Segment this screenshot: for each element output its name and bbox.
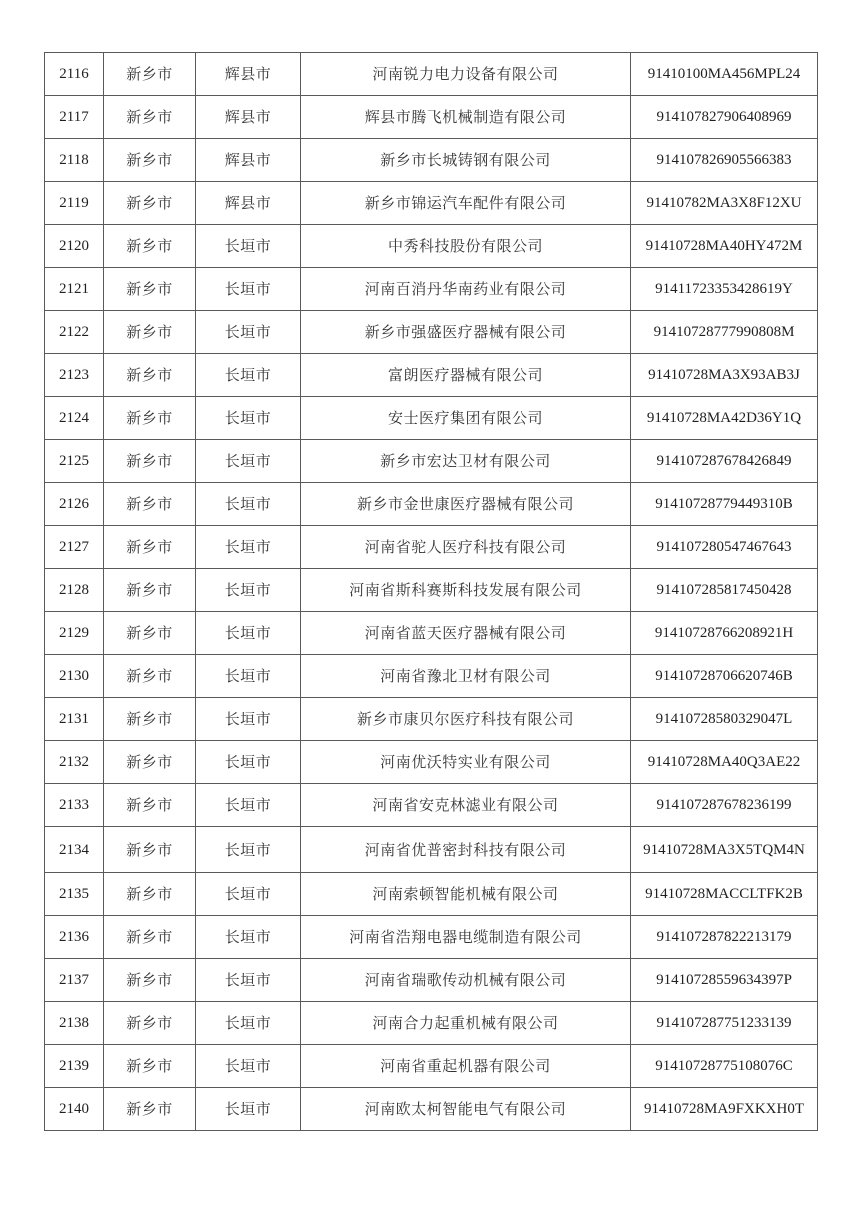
- table-row: [45, 268, 818, 311]
- cell-credit-code: 91410728706620746B: [631, 655, 818, 698]
- table-row: [45, 873, 818, 916]
- cell-company-name: 河南合力起重机械有限公司: [301, 1002, 631, 1045]
- table-row: [45, 959, 818, 1002]
- cell-county: 长垣市: [196, 354, 301, 397]
- cell-company-name: 河南省驼人医疗科技有限公司: [301, 526, 631, 569]
- cell-credit-code: 91410728MA3X93AB3J: [631, 354, 818, 397]
- cell-company-name: 河南省优普密封科技有限公司: [301, 827, 631, 873]
- cell-company-name: 新乡市金世康医疗器械有限公司: [301, 483, 631, 526]
- cell-county: 长垣市: [196, 916, 301, 959]
- cell-serial-number: 2116: [45, 53, 104, 96]
- cell-city: 新乡市: [104, 53, 196, 96]
- cell-city: 新乡市: [104, 873, 196, 916]
- cell-company-name: 河南省瑞歌传动机械有限公司: [301, 959, 631, 1002]
- cell-serial-number: 2121: [45, 268, 104, 311]
- cell-city: 新乡市: [104, 827, 196, 873]
- cell-county: 辉县市: [196, 139, 301, 182]
- cell-serial-number: 2129: [45, 612, 104, 655]
- cell-credit-code: 91411723353428619Y: [631, 268, 818, 311]
- cell-county: 长垣市: [196, 655, 301, 698]
- cell-county: 长垣市: [196, 1045, 301, 1088]
- cell-city: 新乡市: [104, 182, 196, 225]
- cell-county: 长垣市: [196, 397, 301, 440]
- cell-serial-number: 2132: [45, 741, 104, 784]
- cell-credit-code: 91410728MA40Q3AE22: [631, 741, 818, 784]
- cell-company-name: 新乡市康贝尔医疗科技有限公司: [301, 698, 631, 741]
- cell-city: 新乡市: [104, 655, 196, 698]
- cell-credit-code: 914107826905566383: [631, 139, 818, 182]
- table-row: [45, 483, 818, 526]
- cell-company-name: 新乡市锦运汽车配件有限公司: [301, 182, 631, 225]
- cell-county: 长垣市: [196, 440, 301, 483]
- table-row: [45, 1088, 818, 1131]
- cell-serial-number: 2126: [45, 483, 104, 526]
- cell-credit-code: 91410728MA42D36Y1Q: [631, 397, 818, 440]
- cell-credit-code: 914107280547467643: [631, 526, 818, 569]
- cell-county: 长垣市: [196, 959, 301, 1002]
- cell-credit-code: 914107285817450428: [631, 569, 818, 612]
- cell-credit-code: 91410728MACCLTFK2B: [631, 873, 818, 916]
- cell-serial-number: 2137: [45, 959, 104, 1002]
- cell-credit-code: 91410728MA9FXKXH0T: [631, 1088, 818, 1131]
- cell-serial-number: 2138: [45, 1002, 104, 1045]
- table-row: [45, 741, 818, 784]
- table-row: [45, 784, 818, 827]
- cell-county: 长垣市: [196, 1002, 301, 1045]
- cell-serial-number: 2139: [45, 1045, 104, 1088]
- cell-company-name: 河南优沃特实业有限公司: [301, 741, 631, 784]
- cell-city: 新乡市: [104, 225, 196, 268]
- cell-county: 长垣市: [196, 741, 301, 784]
- cell-credit-code: 91410728777990808M: [631, 311, 818, 354]
- cell-city: 新乡市: [104, 440, 196, 483]
- cell-company-name: 新乡市长城铸钢有限公司: [301, 139, 631, 182]
- cell-city: 新乡市: [104, 96, 196, 139]
- cell-company-name: 中秀科技股份有限公司: [301, 225, 631, 268]
- cell-city: 新乡市: [104, 784, 196, 827]
- table-row: [45, 354, 818, 397]
- cell-county: 长垣市: [196, 569, 301, 612]
- cell-serial-number: 2133: [45, 784, 104, 827]
- cell-serial-number: 2127: [45, 526, 104, 569]
- cell-company-name: 河南锐力电力设备有限公司: [301, 53, 631, 96]
- cell-credit-code: 914107287678426849: [631, 440, 818, 483]
- cell-city: 新乡市: [104, 916, 196, 959]
- cell-company-name: 河南索顿智能机械有限公司: [301, 873, 631, 916]
- cell-credit-code: 91410100MA456MPL24: [631, 53, 818, 96]
- table-body: [45, 53, 818, 1131]
- cell-city: 新乡市: [104, 268, 196, 311]
- table-row: [45, 655, 818, 698]
- table-row: [45, 96, 818, 139]
- cell-serial-number: 2118: [45, 139, 104, 182]
- cell-city: 新乡市: [104, 1002, 196, 1045]
- cell-county: 辉县市: [196, 182, 301, 225]
- table-row: [45, 1045, 818, 1088]
- cell-company-name: 河南省蓝天医疗器械有限公司: [301, 612, 631, 655]
- table-row: [45, 397, 818, 440]
- cell-city: 新乡市: [104, 1088, 196, 1131]
- cell-credit-code: 91410728MA3X5TQM4N: [631, 827, 818, 873]
- cell-credit-code: 91410728779449310B: [631, 483, 818, 526]
- cell-county: 长垣市: [196, 612, 301, 655]
- cell-city: 新乡市: [104, 741, 196, 784]
- table-row: [45, 182, 818, 225]
- cell-county: 辉县市: [196, 96, 301, 139]
- cell-credit-code: 91410728775108076C: [631, 1045, 818, 1088]
- table-row: [45, 311, 818, 354]
- cell-company-name: 辉县市腾飞机械制造有限公司: [301, 96, 631, 139]
- cell-county: 长垣市: [196, 784, 301, 827]
- cell-city: 新乡市: [104, 569, 196, 612]
- cell-serial-number: 2128: [45, 569, 104, 612]
- cell-city: 新乡市: [104, 397, 196, 440]
- cell-city: 新乡市: [104, 311, 196, 354]
- cell-serial-number: 2134: [45, 827, 104, 873]
- cell-company-name: 河南省斯科赛斯科技发展有限公司: [301, 569, 631, 612]
- cell-serial-number: 2130: [45, 655, 104, 698]
- cell-company-name: 富朗医疗器械有限公司: [301, 354, 631, 397]
- cell-company-name: 新乡市宏达卫材有限公司: [301, 440, 631, 483]
- cell-city: 新乡市: [104, 698, 196, 741]
- cell-serial-number: 2120: [45, 225, 104, 268]
- cell-city: 新乡市: [104, 526, 196, 569]
- cell-city: 新乡市: [104, 612, 196, 655]
- cell-credit-code: 91410728559634397P: [631, 959, 818, 1002]
- cell-county: 长垣市: [196, 483, 301, 526]
- cell-county: 长垣市: [196, 1088, 301, 1131]
- cell-serial-number: 2123: [45, 354, 104, 397]
- cell-company-name: 安士医疗集团有限公司: [301, 397, 631, 440]
- cell-county: 长垣市: [196, 827, 301, 873]
- cell-county: 长垣市: [196, 311, 301, 354]
- cell-company-name: 河南省浩翔电器电缆制造有限公司: [301, 916, 631, 959]
- table-row: [45, 1002, 818, 1045]
- cell-company-name: 新乡市强盛医疗器械有限公司: [301, 311, 631, 354]
- cell-city: 新乡市: [104, 354, 196, 397]
- cell-county: 长垣市: [196, 873, 301, 916]
- cell-county: 辉县市: [196, 53, 301, 96]
- cell-city: 新乡市: [104, 1045, 196, 1088]
- cell-serial-number: 2131: [45, 698, 104, 741]
- table-row: [45, 916, 818, 959]
- cell-serial-number: 2136: [45, 916, 104, 959]
- cell-company-name: 河南省安克林滤业有限公司: [301, 784, 631, 827]
- cell-serial-number: 2122: [45, 311, 104, 354]
- cell-county: 长垣市: [196, 268, 301, 311]
- cell-credit-code: 91410728766208921H: [631, 612, 818, 655]
- cell-credit-code: 914107287751233139: [631, 1002, 818, 1045]
- cell-credit-code: 914107287678236199: [631, 784, 818, 827]
- cell-serial-number: 2117: [45, 96, 104, 139]
- cell-serial-number: 2119: [45, 182, 104, 225]
- table-row: [45, 698, 818, 741]
- table-row: [45, 53, 818, 96]
- company-list-table: [44, 52, 818, 1131]
- table-row: [45, 569, 818, 612]
- cell-credit-code: 914107827906408969: [631, 96, 818, 139]
- cell-company-name: 河南省重起机器有限公司: [301, 1045, 631, 1088]
- cell-company-name: 河南欧太柯智能电气有限公司: [301, 1088, 631, 1131]
- table-row: [45, 225, 818, 268]
- cell-county: 长垣市: [196, 698, 301, 741]
- cell-city: 新乡市: [104, 959, 196, 1002]
- cell-credit-code: 91410782MA3X8F12XU: [631, 182, 818, 225]
- cell-company-name: 河南省豫北卫材有限公司: [301, 655, 631, 698]
- table-row: [45, 612, 818, 655]
- table-row: [45, 440, 818, 483]
- table-row: [45, 827, 818, 873]
- cell-county: 长垣市: [196, 225, 301, 268]
- cell-serial-number: 2140: [45, 1088, 104, 1131]
- table-row: [45, 526, 818, 569]
- cell-city: 新乡市: [104, 483, 196, 526]
- cell-credit-code: 91410728MA40HY472M: [631, 225, 818, 268]
- cell-serial-number: 2125: [45, 440, 104, 483]
- cell-city: 新乡市: [104, 139, 196, 182]
- cell-serial-number: 2124: [45, 397, 104, 440]
- cell-credit-code: 91410728580329047L: [631, 698, 818, 741]
- cell-county: 长垣市: [196, 526, 301, 569]
- cell-serial-number: 2135: [45, 873, 104, 916]
- cell-credit-code: 914107287822213179: [631, 916, 818, 959]
- table-row: [45, 139, 818, 182]
- cell-company-name: 河南百消丹华南药业有限公司: [301, 268, 631, 311]
